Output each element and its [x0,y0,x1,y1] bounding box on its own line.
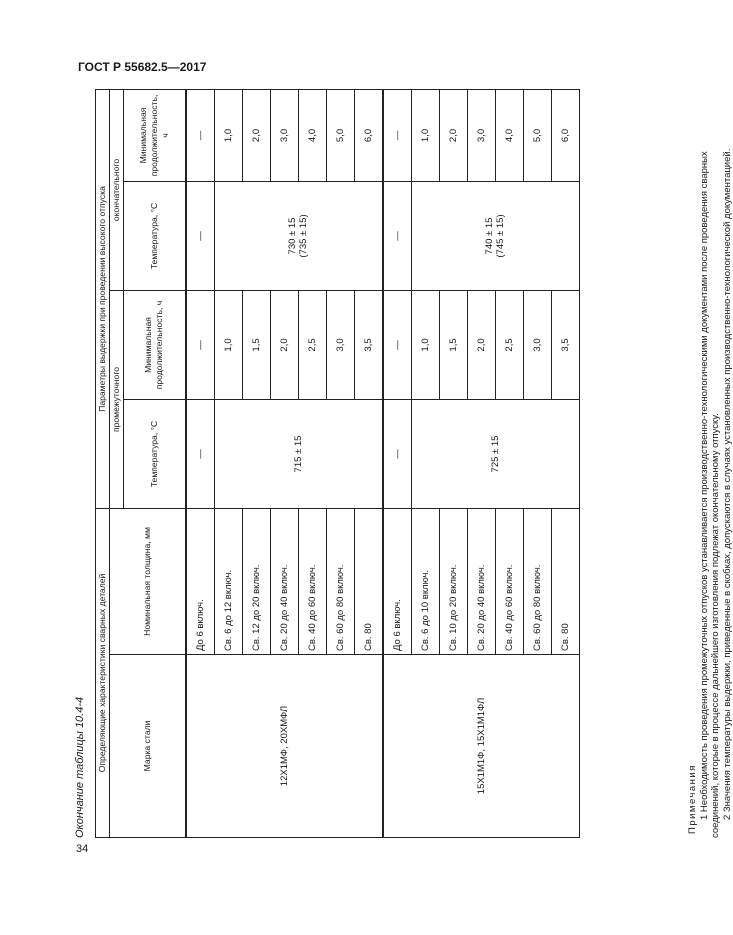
thickness-cell: Св. 40 до 60 включ. [298,508,326,654]
thickness-cell: Св. 12 до 20 включ. [242,508,270,654]
thickness-cell: Св. 10 до 20 включ. [439,508,467,654]
intermediate-duration-cell: 3,5 [551,290,579,399]
intermediate-duration-cell: — [383,290,412,399]
intermediate-duration-cell: 3,0 [523,290,551,399]
thickness-cell: Св. 20 до 40 включ. [270,508,298,654]
final-temp-value: 740 ± 15 [484,217,495,255]
steel-grade-cell: 15Х1М1Ф, 15Х1М1ФЛ [383,655,580,838]
final-temp-cell [214,181,383,290]
final-duration-cell: 1,0 [214,89,242,181]
intermediate-duration-cell: 2,5 [298,290,326,399]
header-nominal-thickness: Номинальная толщина, мм [110,508,186,654]
table-row [383,89,412,837]
intermediate-temp-cell: 725 ± 15 [411,399,579,508]
header-intermediate-temperature: Температура, °С [124,399,186,508]
heat-treatment-table [95,89,580,838]
header-tempering-parameters: Параметры выдержки при проведении высокого отпуска [96,89,110,508]
thickness-cell: До 6 включ. [186,508,215,654]
intermediate-temp-cell: — [383,399,412,508]
thickness-cell: Св. 6 до 12 включ. [214,508,242,654]
final-temp-alt-value: (745 ± 15) [495,214,506,258]
final-duration-cell: 6,0 [551,89,579,181]
thickness-cell: Св. 40 до 60 включ. [495,508,523,654]
final-temp-cell: — [186,181,215,290]
thickness-cell: Св. 20 до 40 включ. [467,508,495,654]
thickness-cell: До 6 включ. [383,508,412,654]
note-1-line-2: соединений, которые в процессе дальнейшего изготовления подлежат окончательному отпуску. [710,413,721,838]
intermediate-duration-cell: 2,5 [495,290,523,399]
header-steel-grade: Марка стали [110,655,186,838]
steel-grade-cell: 12Х1МФ, 20ХМФЛ [186,655,383,838]
header-final-duration: Минимальная продолжительность, ч [124,89,186,181]
final-duration-cell: — [383,89,412,181]
final-temp-cell: — [383,181,412,290]
final-duration-cell: 4,0 [495,89,523,181]
thickness-cell: Св. 80 [551,508,579,654]
final-duration-cell: 1,0 [411,89,439,181]
note-2: 2 Значения температуры выдержки, приведенные в скобках, допускаются в случаях установленных производственно-технологической документацией. [721,148,733,820]
final-duration-cell: 6,0 [354,89,383,181]
header-intermediate-duration: Минимальная продолжительность, ч [124,290,186,399]
final-duration-cell: 4,0 [298,89,326,181]
thickness-cell: Св. 60 до 80 включ. [523,508,551,654]
final-duration-cell: 3,0 [270,89,298,181]
intermediate-duration-cell: 3,5 [354,290,383,399]
table-caption: Окончание таблицы 10.4-4 [74,696,86,838]
final-duration-cell: 5,0 [326,89,354,181]
intermediate-duration-cell: — [186,290,215,399]
notes-title: Примечания [687,764,698,834]
intermediate-duration-cell: 2,0 [467,290,495,399]
thickness-cell: Св. 60 до 80 включ. [326,508,354,654]
final-duration-cell: 2,0 [242,89,270,181]
header-intermediate: промежуточного [110,290,124,508]
header-final-temperature: Температура, °С [124,181,186,290]
intermediate-duration-cell: 1,5 [242,290,270,399]
final-temp-cell [411,181,579,290]
intermediate-temp-cell: 715 ± 15 [214,399,383,508]
intermediate-temp-cell: — [186,399,215,508]
table-notes [687,90,733,838]
rotated-table-block [74,90,733,838]
header-final: окончательного [110,89,124,290]
thickness-cell: Св. 80 [354,508,383,654]
intermediate-duration-cell: 1,0 [411,290,439,399]
header-defining-characteristics: Определяющие характеристики сварных деталей [96,508,110,837]
final-temp-alt-value: (735 ± 15) [298,214,309,258]
table-row [186,89,215,837]
intermediate-duration-cell: 3,0 [326,290,354,399]
intermediate-duration-cell: 2,0 [270,290,298,399]
final-duration-cell: 2,0 [439,89,467,181]
final-duration-cell: 5,0 [523,89,551,181]
final-duration-cell: 3,0 [467,89,495,181]
note-1-line-1: 1 Необходимость проведения промежуточных отпусков устанавливается производственно-технологическими документами после проведения сварных [698,151,710,820]
document-standard-header: ГОСТ Р 55682.5—2017 [78,60,207,74]
intermediate-duration-cell: 1,5 [439,290,467,399]
final-temp-value: 730 ± 15 [287,217,298,255]
thickness-cell: Св. 6 до 10 включ. [411,508,439,654]
page-number: 34 [76,843,89,855]
final-duration-cell: — [186,89,215,181]
intermediate-duration-cell: 1,0 [214,290,242,399]
